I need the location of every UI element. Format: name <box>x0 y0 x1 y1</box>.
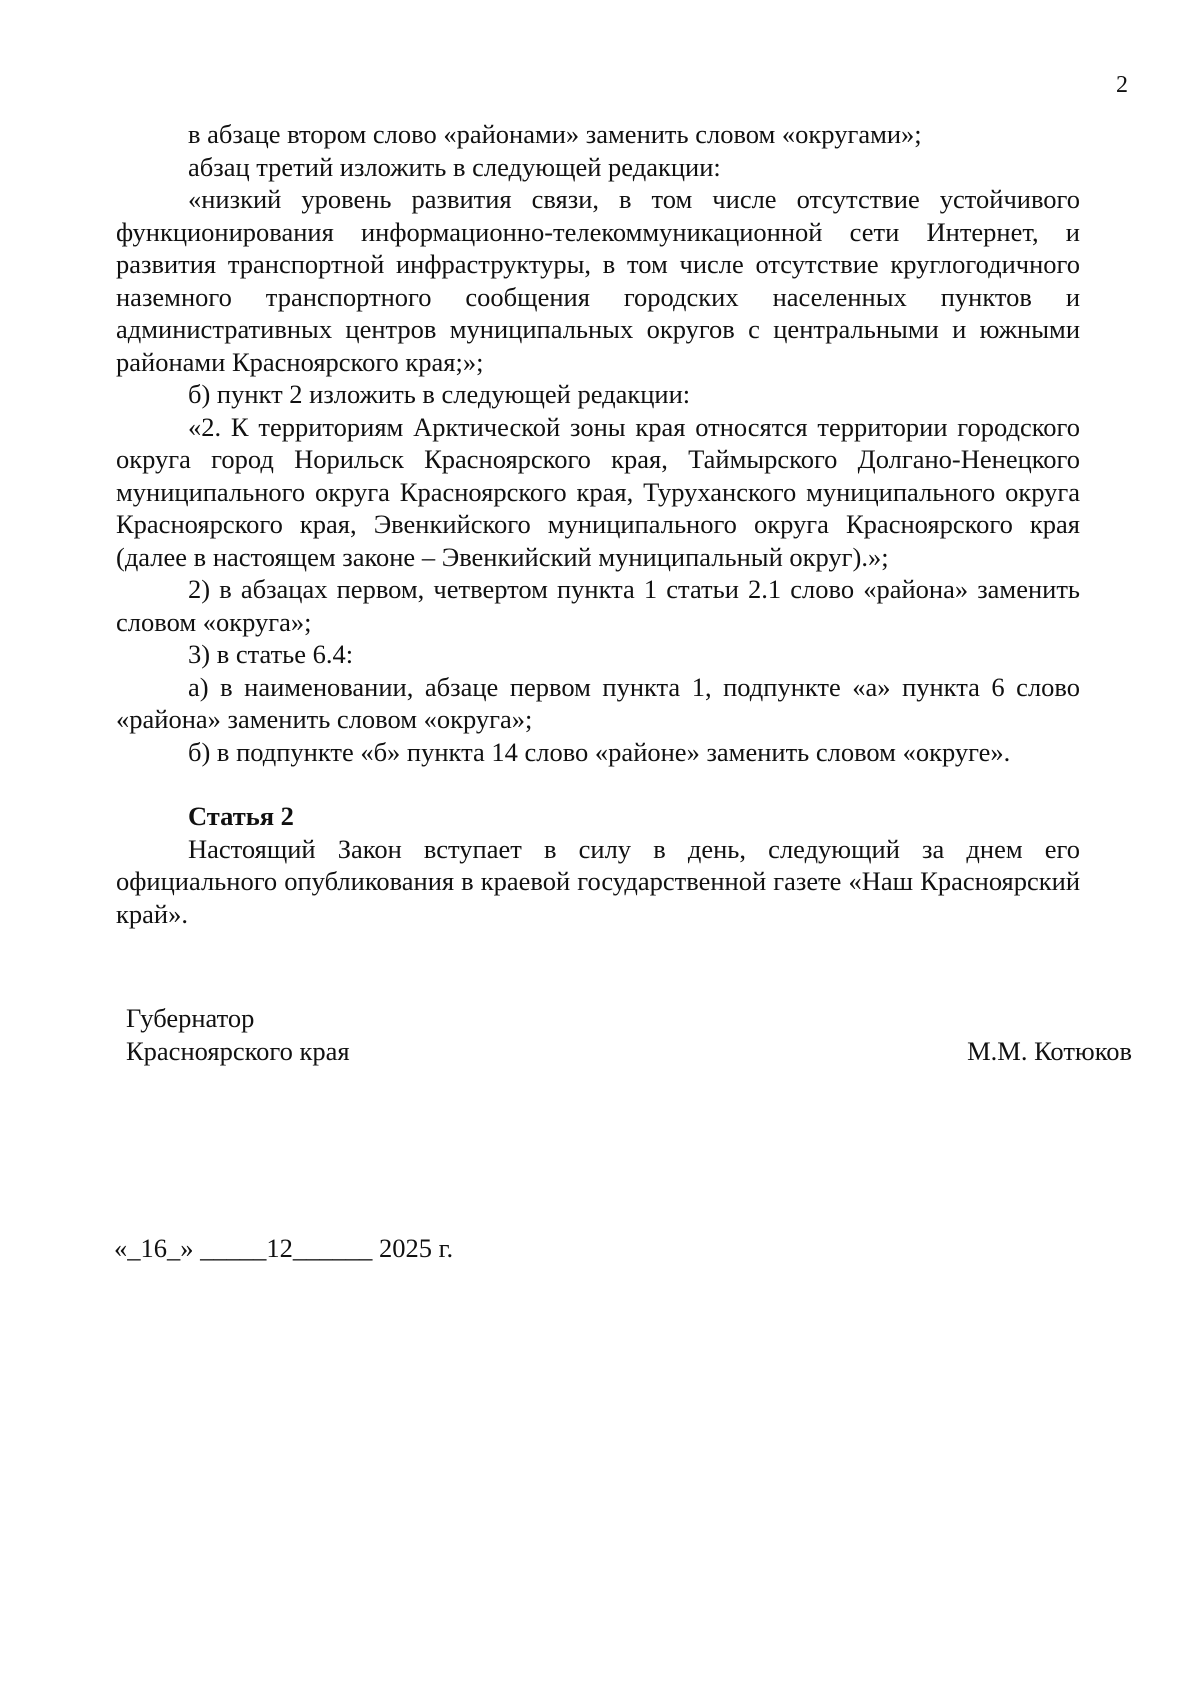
paragraph: 3) в статье 6.4: <box>188 639 354 669</box>
paragraph: б) пункт 2 изложить в следующей редакции: <box>188 379 691 409</box>
document-date: «_16_» _____12______ 2025 г. <box>114 1233 454 1263</box>
paragraph: абзац третий изложить в следующей редакции: <box>188 151 721 182</box>
article-text: Настоящий Закон вступает в силу в день, следующий за днем его официального опубликования в краевой государственной газете «Наш Красноярский край». <box>116 833 1080 929</box>
paragraph: а) в наименовании, абзаце первом пункта 1, подпункте «а» пункта 6 слово «района» заменить словом «округа»; <box>116 671 1080 734</box>
paragraph: «низкий уровень развития связи, в том числе отсутствие устойчивого функционирования информационно-телекоммуникационной сети Интернет, и развития транспортной инфраструктуры, в том числе отсутствие круглогодичного наземного транспортного сообщения городских населенных пунктов и административных центров муниципальных округов с центральными и южными районами Красноярского края;»; <box>116 184 1080 377</box>
paragraph: «2. К территориям Арктической зоны края относятся территории городского округа город Норильск Красноярского края, Таймырского Долгано-Ненецкого муниципального округа Красноярского края, Туруханского муниципального округа Красноярского края, Эвенкийского муниципального округа Красноярского края (далее в настоящем законе – Эвенкийский муниципальный округ).»; <box>116 411 1080 572</box>
signature-block <box>126 1002 1132 1067</box>
paragraph: в абзаце втором слово «районами» заменить словом «округами»; <box>188 119 922 149</box>
signatory-name: М.М. Котюков <box>967 1035 1132 1066</box>
signatory-region: Красноярского края <box>126 1035 350 1066</box>
article-heading: Статья 2 <box>188 801 294 831</box>
page-number: 2 <box>1116 72 1128 98</box>
document-body <box>116 118 1080 930</box>
paragraph: 2) в абзацах первом, четвертом пункта 1 статьи 2.1 слово «района» заменить словом «округа»; <box>116 574 1080 637</box>
signatory-title: Губернатор <box>126 1003 255 1033</box>
paragraph: б) в подпункте «б» пункта 14 слово «районе» заменить словом «округе». <box>188 736 1011 767</box>
